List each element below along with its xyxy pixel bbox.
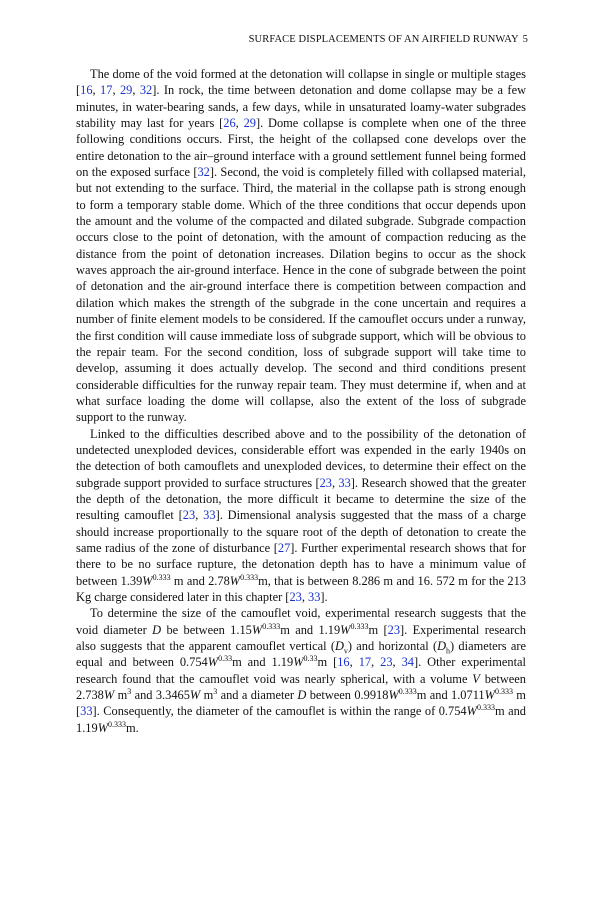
citation-link[interactable]: 23 (182, 508, 196, 523)
exponent: 0.33 (218, 654, 233, 664)
text: ]. Dimensional analysis suggested that the mass of a charge should increase proportionally to the square root of the depth of detonation to create the same radius of the zone of disturbance [ (76, 508, 526, 555)
text: ]. Further experimental research shows that for there to be no surface rupture, the detonation depth has to have a minimum value of between 1.39 (76, 540, 526, 588)
citation-link[interactable]: 33 (203, 508, 216, 523)
citation-link[interactable]: 27 (277, 540, 291, 555)
exponent: 0.333 (108, 719, 127, 729)
text: m, that is between 8.286 m and 16. 572 m for the 213 Kg charge considered later in this chapter [ (76, 573, 526, 604)
symbol-w: W (103, 688, 115, 703)
text: To determine the size of the camouflet void, experimental research suggests that the void diameter (76, 606, 526, 637)
exponent: 3 (213, 686, 218, 696)
symbol-w: W (207, 655, 219, 670)
text: m. (126, 720, 139, 735)
text: m [ (76, 688, 526, 719)
exponent: 0.33 (303, 654, 318, 664)
citation-link[interactable]: 23 (289, 590, 302, 604)
text: ]. Research showed that the greater the depth of the detonation, the more difficult it became to determine the size of the resulting camouflet [ (76, 475, 526, 523)
citation-link[interactable]: 34 (401, 655, 414, 670)
text: Linked to the difficulties described above and to the possibility of the detonation of undetected unexploded devices, considerable effort was expended in the early 1940s on the detection of both camouflets and unexploded devices, to determine their effect on the subgrade support provided to surface structures [ (76, 426, 526, 490)
subscript: v (343, 646, 348, 656)
citation-link[interactable]: 23 (319, 475, 332, 490)
exponent: 0.333 (350, 621, 369, 631)
text: be between 1.15 (161, 622, 252, 637)
symbol-w: W (388, 688, 399, 703)
running-head-title: SURFACE DISPLACEMENTS OF AN AIRFIELD RUNWAY (248, 34, 519, 45)
text: m [ (368, 622, 388, 637)
exponent: 0.333 (494, 686, 513, 696)
paragraph-3: To determine the size of the camouflet void, experimental research suggests that the void diameter D be between $1.15W^{0.333}m$ and $1.19W^{0.333}m$ [23]. Experimental research also suggests that the apparent camouflet vertical $(D_v)$ and horizontal $(D_h)$ diameters are equal and between $0.754W^{0.33}m$ and $1.19W^{0.33}m$ [16, 17, 23, 34]. Other experimental research found that the camouflet void was nearly spherical, with a volume V between 2.738W $m^3$ and 3.3465W $m^3$ and a diameter D between $0.9918W^{0.333}m$ and $1.0711W^{0.333}$ m [33]. Consequently, the diameter of the camouflet is within the range of $0.754W^{0.333}m$ and $1.19W^{0.333}m$. (76, 606, 526, 735)
text: between 0.9918 (306, 688, 389, 703)
symbol-w: W (189, 688, 201, 703)
text: and a diameter (217, 688, 298, 703)
text: ]. Other experimental research found that the camouflet void was nearly spherical, with a volume (76, 655, 526, 686)
symbol-w: W (251, 622, 263, 637)
text: m and 1.19 (232, 655, 294, 670)
text: The dome of the void formed at the detonation will collapse in single or multiple stages [ (76, 67, 526, 98)
body-text (76, 66, 526, 736)
text: ) diameters are equal and between 0.754 (76, 639, 526, 670)
symbol-w: W (466, 704, 477, 719)
text: ]. Consequently, the diameter of the camouflet is within the range of 0.754 (92, 704, 467, 719)
text: m [ (317, 655, 338, 670)
symbol-w: W (293, 655, 304, 670)
unit: m (200, 688, 214, 703)
citation-link[interactable]: 16 (80, 83, 93, 98)
text: ]. (320, 590, 328, 604)
exponent: 3 (127, 686, 132, 696)
unit: m (114, 688, 128, 703)
exponent: 0.333 (152, 572, 171, 582)
citation-link[interactable]: 16 (337, 655, 350, 670)
text: ]. Second, the void is completely filled with collapsed material, but not extending to the surface. Third, the material in the collapse path is strong enough to form a temporary stable dome. Which of the three conditions that occur depends upon the amount and the volume of the compacted and dilated subgrade. Subgrade compaction occurs close to the point of detonation, with the amount of compaction reducing as the distance from the point of detonation increases. Dilation begins to occur as the shock waves approach the air-ground interface. Hence in the cone of subgrade between the point of detonation and the air-ground interface there is competition between compaction and dilation which makes the strength of the subgrade in the cone uncertain and requires a number of finite element models to be considered. If the camouflet occurs under a runway, the first condition will cause immediate loss of subgrade support, which will be obvious to the repair team. For the second condition, loss of subgrade support will take time to develop, assuming it does actually develop. The second and third conditions present considerable difficulties for the runway repair team. They must determine if, when and at what surface loading the dome will collapse, also the extent of the loss of subgrade support to the runway. (76, 165, 526, 425)
text: and 3.3465 (131, 688, 190, 703)
text: m and 1.0711 (416, 688, 485, 703)
text: m and 1.19 (280, 622, 341, 637)
citation-link[interactable]: 26 (223, 116, 236, 131)
exponent: 0.333 (240, 572, 259, 582)
symbol-d: D (437, 639, 447, 654)
symbol-w: W (97, 720, 109, 735)
citation-link[interactable]: 32 (139, 83, 153, 98)
citation-link[interactable]: 17 (100, 83, 113, 98)
paragraph-2: Linked to the difficulties described above and to the possibility of the detonation of undetected unexploded devices, considerable effort was expended in the early 1940s on the detection of both camouflets and unexploded devices, to determine their effect on the subgrade support provided to surface structures [23, 33]. Research showed that the greater the depth of the detonation, the more difficult it became to determine the size of the resulting camouflet [23, 33]. Dimensional analysis suggested that the mass of a charge should increase proportionally to the square root of the depth of detonation to create the same radius of the zone of disturbance [27]. Further experimental research shows that for there to be no surface rupture, the detonation depth has to have a minimum value of between $1.39W^{0.333}$ m and $2.78W^{0.333}m$, that is between 8.286 m and 16. 572 m for the 213 Kg charge considered later in this chapter [23, 33]. (76, 426, 526, 604)
text: ]. In rock, the time between detonation and dome collapse may be a few minutes, in water-bearing sands, a few days, while in unsaturated loamy-water subgrades stability may last for years [ (76, 83, 527, 131)
citation-link[interactable]: 29 (243, 116, 256, 131)
subscript: h (446, 646, 451, 656)
symbol-w: W (142, 573, 153, 588)
citation-link[interactable]: 23 (387, 622, 401, 637)
citation-link[interactable]: 29 (119, 83, 133, 98)
symbol-d: D (297, 688, 307, 703)
paragraph-1: The dome of the void formed at the detonation will collapse in single or multiple stages [16, 17, 29, 32]. In rock, the time between detonation and dome collapse may be a few minutes, in water-bearing sands, a few days, while in unsaturated loamy-water subgrades stability may last for years [26, 29]. Dome collapse is complete when one of the three following conditions occurs. First, the height of the collapsed cone develops over the entire detonation to the air–ground interface with a ground settlement funnel being formed on the exposed surface [32]. Second, the void is completely filled with collapsed material, but not extending to the surface. Third, the material in the collapse path is strong enough to form a temporary stable dome. Which of the three conditions that occur depends upon the amount and the volume of the compacted and dilated subgrade. Subgrade compaction occurs close to the point of detonation, with the amount of compaction reducing as the distance from the point of detonation increases. Dilation begins to occur as the shock waves approach the air-ground interface. Hence in the cone of subgrade between the point of detonation and the air-ground interface there is competition between compaction and dilation which makes the strength of the subgrade in the cone uncertain and requires a number of finite element models to be considered. If the camouflet occurs under a runway, the first condition will cause immediate loss of subgrade support, which will be obvious to the repair team. For the second condition, loss of subgrade support will take time to develop, assuming it does actually develop. The second and third conditions present considerable difficulties for the runway repair team. They must determine if, when and at what surface loading the dome will collapse, also the extent of the loss of subgrade support to the runway. (76, 67, 527, 425)
citation-link[interactable]: 33 (338, 475, 351, 490)
citation-link[interactable]: 32 (197, 165, 210, 180)
symbol-d: D (334, 639, 344, 654)
text: ) and horizontal ( (347, 639, 438, 654)
page-number: 5 (522, 34, 528, 45)
symbol-v: V (472, 671, 480, 686)
text: between 2.738 (76, 671, 526, 703)
citation-link[interactable]: 23 (380, 655, 393, 670)
exponent: 0.333 (398, 686, 417, 696)
running-head (76, 34, 528, 45)
citation-link[interactable]: 17 (358, 655, 372, 670)
text: ]. Dome collapse is complete when one of the three following conditions occurs. First, the height of the collapsed cone develops over the entire detonation to the air–ground interface with a ground settlement funnel being formed on the exposed surface [ (76, 116, 527, 180)
symbol-w: W (340, 622, 351, 637)
exponent: 0.333 (262, 621, 281, 631)
citation-link[interactable]: 33 (308, 590, 321, 604)
text: m and 1.19 (76, 704, 526, 735)
text: m and 2.78 (170, 573, 230, 588)
citation-link[interactable]: 33 (80, 704, 93, 719)
symbol-w: W (484, 688, 495, 703)
exponent: 0.333 (476, 703, 495, 713)
text: ]. Experimental research also suggests that the apparent camouflet vertical ( (76, 622, 526, 654)
symbol-d: D (152, 622, 162, 637)
symbol-w: W (229, 573, 241, 588)
